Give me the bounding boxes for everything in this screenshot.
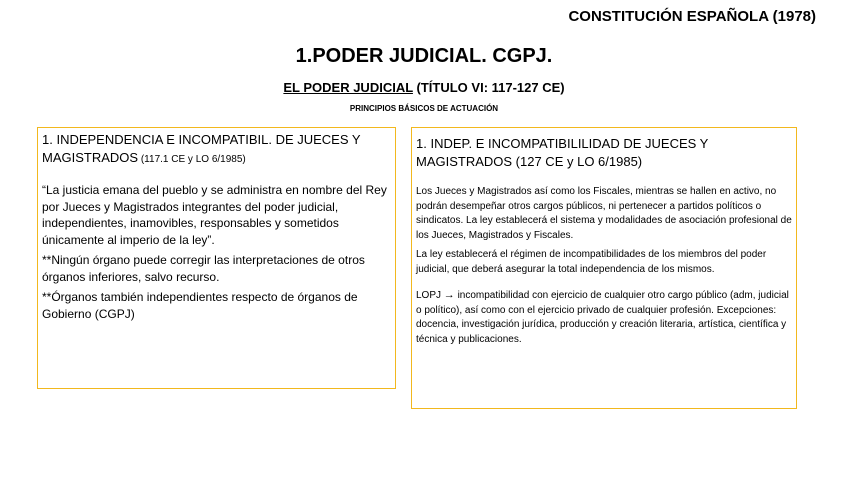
right-box-paragraph-3 [416, 288, 792, 347]
left-box-note-2: **Órganos también independientes respecto de órganos de Gobierno (CGPJ) [42, 290, 358, 321]
document-corner-title: CONSTITUCIÓN ESPAÑOLA (1978) [568, 8, 816, 25]
subtitle-underlined: EL PODER JUDICIAL [283, 80, 413, 95]
lopj-label: LOPJ [416, 290, 444, 301]
left-heading-text: 1. INDEPENDENCIA E INCOMPATIBIL. DE JUECES Y MAGISTRADOS [42, 132, 361, 165]
page-title: 1.PODER JUDICIAL. CGPJ. [295, 45, 553, 67]
left-box-note-1: **Ningún órgano puede corregir las interpretaciones de otros órganos inferiores, salvo recurso. [42, 253, 365, 284]
left-heading-reference: (117.1 CE y LO 6/1985) [138, 154, 246, 165]
right-box-paragraph-2: La ley establecerá el régimen de incompatibilidades de los miembros del poder judicial, que deberá asegurar la total independencia de los mismos. [416, 249, 767, 275]
lopj-text: incompatibilidad con ejercicio de cualquier otro cargo público (adm, judicial o político), así como con el ejercicio privado de cualquier profesión. Excepciones: docencia, investigación jurídica, producción y creación literaria, artística, científica y técnica y publicaciones. [416, 290, 789, 345]
left-content-box [37, 127, 396, 389]
right-box-paragraph-1: Los Jueces y Magistrados así como los Fiscales, mientras se hallen en activo, no podrán desempeñar otros cargos públicos, ni pertenecer a partidos políticos o sindicatos. La ley establecerá el sistema y modalidades de asociación profesional de los Jueces, Magistrados y Fiscales. [416, 186, 792, 241]
section-caption: PRINCIPIOS BÁSICOS DE ACTUACIÓN [349, 104, 499, 113]
right-content-box [411, 127, 797, 409]
right-box-heading: 1. INDEP. E INCOMPATIBILILIDAD DE JUECES Y MAGISTRADOS (127 CE y LO 6/1985) [416, 136, 709, 169]
left-box-quote: “La justicia emana del pueblo y se administra en nombre del Rey por Jueces y Magistrados integrantes del poder judicial, independientes, inamovibles, responsables y sometidos únicamente al imperio de la ley”. [42, 183, 387, 247]
left-box-heading [42, 131, 391, 169]
arrow-right-icon: → [443, 289, 455, 301]
subtitle-reference: (TÍTULO VI: 117-127 CE) [412, 80, 565, 95]
section-subtitle [0, 80, 848, 95]
